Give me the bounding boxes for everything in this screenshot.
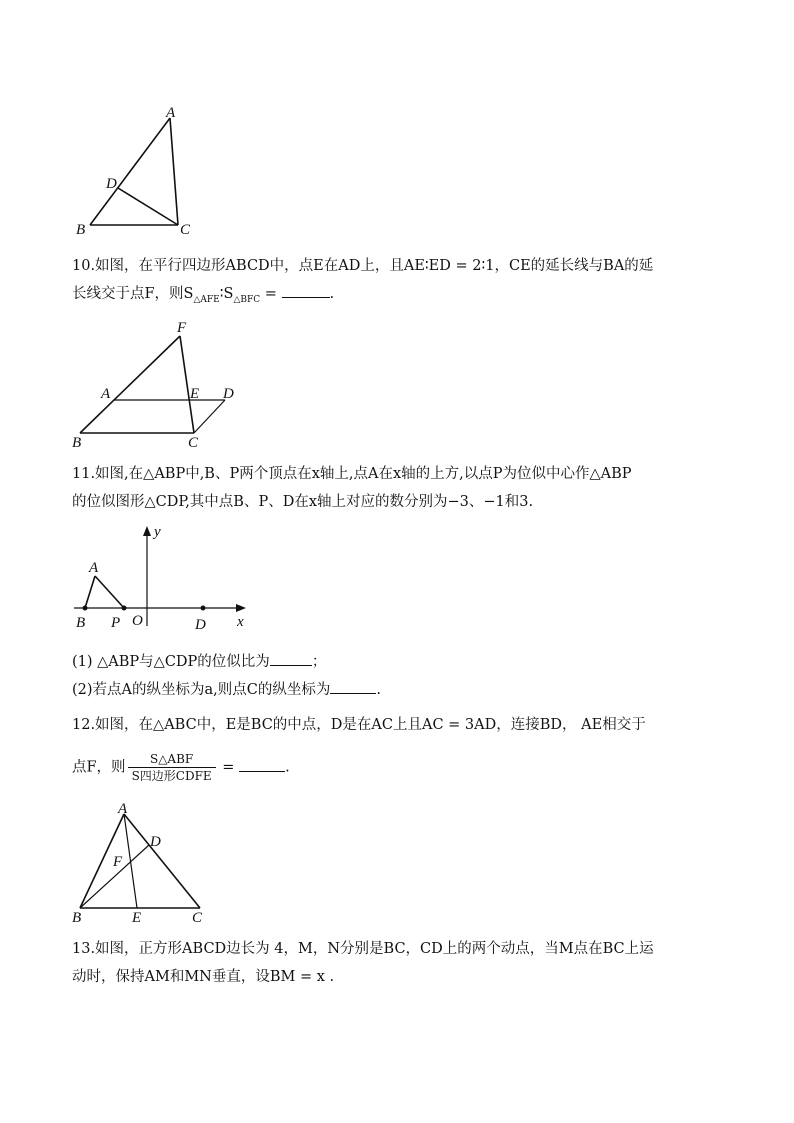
q12-eq: = xyxy=(217,759,240,776)
label-D: D xyxy=(106,176,117,192)
q13-line1: 13.如图，正方形ABCD边长为 4，M，N分别是BC，CD上的两个动点，当M点在BC上运 xyxy=(72,941,654,957)
question-10 xyxy=(72,252,732,314)
figure-triangle-abc-cevians xyxy=(70,800,230,928)
question-13 xyxy=(72,935,732,991)
label-B: B xyxy=(72,910,82,926)
q10-line1: 10.如图，在平行四边形ABCD中，点E在AD上，且AE∶ED = 2∶1，CE的延长线与BA的延 xyxy=(72,258,654,274)
label-y: y xyxy=(154,524,161,540)
answer-blank[interactable] xyxy=(330,679,376,694)
q10-mid: ∶S xyxy=(219,286,234,302)
y-axis-arrow-icon xyxy=(143,526,151,536)
figure-coordinate-axes xyxy=(70,522,260,632)
label-x: x xyxy=(237,614,244,630)
label-E: E xyxy=(132,910,142,926)
label-C: C xyxy=(188,435,199,451)
q10-sub2: △BFC xyxy=(233,294,261,305)
label-C: C xyxy=(192,910,203,926)
question-12 xyxy=(72,711,732,784)
area-ratio-fraction xyxy=(128,751,216,784)
q10-line2 xyxy=(72,280,732,314)
q11-sub2-text: (2)若点A的纵坐标为a,则点C的纵坐标为 xyxy=(72,682,331,698)
question-11 xyxy=(72,460,732,516)
q10-eq: = xyxy=(260,286,282,302)
label-P: P xyxy=(111,615,121,631)
fraction-denominator: S四边形CDFE xyxy=(131,769,212,783)
q10-line2-prefix: 长线交于点F，则S xyxy=(72,286,194,302)
label-O: O xyxy=(132,613,143,629)
figure-parallelogram xyxy=(70,318,250,453)
q10-sub1: △AFE xyxy=(193,294,220,305)
fraction-numerator: S△ABF xyxy=(128,751,216,768)
label-E: E xyxy=(190,386,200,402)
answer-blank[interactable] xyxy=(282,283,330,298)
label-B: B xyxy=(72,435,82,451)
q12-line2 xyxy=(72,751,732,784)
label-A: A xyxy=(166,105,176,121)
q11-sub1-end: ； xyxy=(311,654,327,670)
axes-svg xyxy=(70,522,260,632)
x-axis-arrow-icon xyxy=(236,604,246,612)
label-A: A xyxy=(89,560,99,576)
label-B: B xyxy=(76,615,86,631)
q10-end: . xyxy=(329,286,335,302)
label-D: D xyxy=(223,386,234,402)
label-F: F xyxy=(113,854,123,870)
label-D: D xyxy=(195,617,206,633)
question-11-subparts xyxy=(72,648,732,704)
label-B: B xyxy=(76,222,86,238)
figure-triangle-abc-top xyxy=(60,100,220,245)
q11-sub2 xyxy=(72,676,732,704)
q12-line2-prefix: 点F，则 xyxy=(72,759,126,776)
q11-sub2-end: . xyxy=(376,682,381,698)
answer-blank[interactable] xyxy=(270,651,312,666)
label-A: A xyxy=(118,801,128,817)
q12-end: . xyxy=(285,759,290,776)
label-C: C xyxy=(180,222,191,238)
label-D: D xyxy=(150,834,161,850)
q11-line1: 11.如图,在△ABP中,B、P两个顶点在x轴上,点A在x轴的上方,以点P为位似中心作△ABP xyxy=(72,466,632,482)
parallelogram-svg xyxy=(70,318,250,453)
label-F: F xyxy=(177,320,187,336)
triangle-cevians-svg xyxy=(70,800,230,928)
triangle-abc-top-svg xyxy=(60,100,220,245)
q11-sub1-text: (1) △ABP与△CDP的位似比为 xyxy=(72,654,270,670)
q12-line1: 12.如图，在△ABC中，E是BC的中点，D是在AC上且AC = 3AD，连接BD， AE相交于 xyxy=(72,717,646,733)
q11-sub1 xyxy=(72,648,732,676)
answer-blank[interactable] xyxy=(239,757,285,772)
q11-line2: 的位似图形△CDP,其中点B、P、D在x轴上对应的数分别为−3、−1和3. xyxy=(72,494,534,510)
label-A: A xyxy=(101,386,111,402)
q13-line2: 动时，保持AM和MN垂直，设BM = x . xyxy=(72,969,335,985)
